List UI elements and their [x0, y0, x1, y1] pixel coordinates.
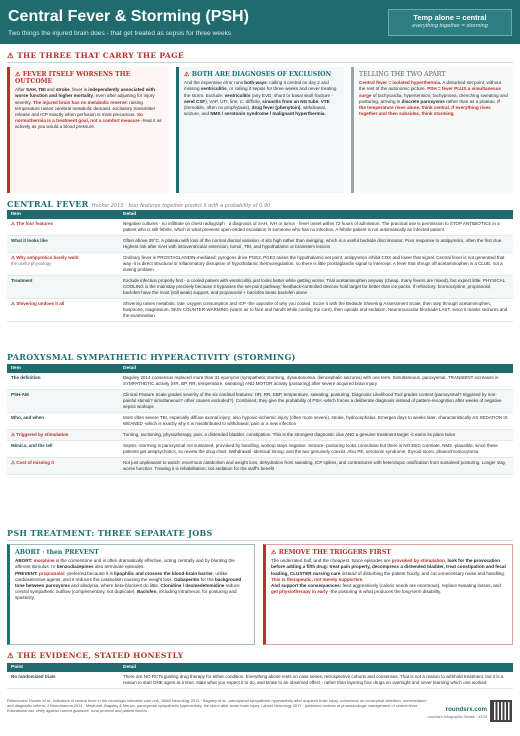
brand-url[interactable]: roundsrx.com — [445, 706, 487, 713]
table-evidence — [7, 663, 513, 689]
section-title: THE EVIDENCE, STATED HONESTLY — [17, 651, 184, 660]
table-row — [7, 219, 513, 235]
section-title: PAROXYSMAL SYMPATHETIC HYPERACTIVITY (STORMING) — [7, 352, 296, 362]
divider — [7, 62, 513, 63]
table-row — [7, 429, 513, 440]
card-body: After SAH, TBI and stroke, fever is independently associated with worse function and higher mortality, even after adjusting for injury severity. The injured brain has no metabolic reserve: raising temperature raises cerebral metabolic demand, excitatory transmitter release and ICP exactly when perfusion is most precarious. So normothermia is a treatment goal, not a comfort measure -treat it as actively as you would a blood pressure. — [15, 87, 162, 130]
warning-icon: ⚠ — [15, 71, 21, 78]
table-row — [7, 275, 513, 298]
row-label: Mimics, and the tell — [7, 440, 119, 457]
section-title: PSH TREATMENT: THREE SEPARATE JOBS — [7, 528, 213, 538]
qr-code-icon — [490, 700, 512, 722]
section-heading-treatment — [7, 528, 213, 539]
column-header: Detail — [119, 364, 513, 373]
card-body: And the expensive error runs both ways: calling it central on day 2 and missing ventriculitis, or calling it sepsis for three weeks and never treating the storm. Exclude: ventriculitis (any EVD, shunt or basal skull fracture -send CSF), VAP, UTI, line, C. difficile, sinusitis from an NG tube; VTE (immobile, often no prophylaxis), drug fever (phenytoin), withdrawal, seizure, and NMS / serotonin syndrome / malignant hyperthermia. — [184, 80, 337, 117]
row-detail: Negative cultures · no infiltrate on chest radiograph · a diagnosis of SAH, IVH or tumor · fever onset within 72 hours of admission. The practical use is permission to STOP ANTIBIOTICS in a patient who is still febrile, which is what prevents open-ended escalation in someone who has no infection. A febrile patient is not automatically an infected patient — [119, 219, 513, 235]
row-detail: There are NO RCTs guiding drug therapy for either condition. Everything above rests on case series, retrospective cohorts and consensus. That is not a reason to withhold treatment, but it is a reason to start ONE agent at a time, state what you expect it to do, and titrate to an observed effect - rather than layering four drugs on overnight and never learning which one worked — [119, 672, 513, 688]
card-telling-apart — [351, 67, 513, 193]
table-row — [7, 298, 513, 321]
table-psh — [7, 364, 513, 475]
row-detail: Ordinary fever is PROSTAGLANDIN-mediated: pyrogens drive PGE2, PGE2 raises the hypothalamic set point, antipyretics inhibit COX and lower that signal. Central fever is not generated that way -it is direct structural or inflammatory disruption of hypothalamic thermoregulation, so there is little prostaglandin signal to intercept. A fever that shrugs off acetaminophen is a CLUE, not a dosing problem — [119, 253, 513, 276]
divider — [7, 540, 513, 541]
column-header: Detail — [119, 210, 513, 219]
row-detail: Sepsis -storming is paroxysmal not sustained, provoked by handling, workup stays negative. Seizure -posturing looks convulsive but there is NO EEG correlate. NMS -plausible, since these patients get antipsychotics, so review the drug chart. Withdrawal -identical timing, and the two genuinely coexist. Also PE, serotonin syndrome, thyroid storm, phaeochromocytoma — [119, 440, 513, 457]
column-header: Item — [7, 210, 119, 219]
section-heading-psh — [7, 352, 296, 363]
table-row — [7, 236, 513, 253]
table-central-fever — [7, 210, 513, 322]
references — [7, 698, 427, 713]
row-label: What it looks like — [7, 236, 119, 253]
row-label: ⚠ Cost of missing it — [7, 457, 119, 474]
summary-box-line1: Temp alone = central — [413, 13, 487, 22]
card-fever-worsens — [7, 67, 169, 193]
table-row — [7, 457, 513, 474]
row-label: No randomized trials — [7, 672, 119, 688]
section-heading-central-fever — [7, 199, 270, 210]
row-detail: Baguley 2014 consensus replaced more than 31 eponyms (sympathetic storming, dysautonomia, diencephalic seizures) with one term. Simultaneous, paroxysmal, TRANSIENT increases in SYMPATHETIC activity (HR, BP, RR, temperature, sweating) AND MOTOR activity (posturing) after severe acquired brain injury — [119, 373, 513, 389]
row-detail: Clinical Feature Scale grades severity of the six cardinal features: HR, RR, SBP, temperature, sweating, posturing. Diagnosis Likelihood Tool grades context (paroxysmal? triggered by non-painful stimuli? simultaneous? other causes excluded?). Combined, they give the probability of PSH -which forces a deliberate diagnosis instead of pattern-recognition after weeks of negative sepsis workups — [119, 390, 513, 413]
summary-box — [388, 9, 512, 36]
card-body: Central fever = isolated hyperthermia. A disturbed set point, without the rest of the autonomic picture. PSH = fever PLUS a simultaneous surge of tachycardia, hypertension, tachypnoea, drenching sweating and posturing, arriving in discrete paroxysms rather than as a plateau. If the temperature rises alone, think central. If everything rises together and then subsides, think storming. — [359, 80, 508, 117]
page-header — [0, 0, 520, 44]
card-title: ⚠ BOTH ARE DIAGNOSES OF EXCLUSION — [184, 71, 332, 78]
table-row — [7, 373, 513, 389]
table-row — [7, 440, 513, 457]
table-row — [7, 253, 513, 276]
row-detail: Shivering raises metabolic rate, oxygen consumption and ICP -the opposite of why you cooled. Score it with the Bedside Shivering Assessment Scale, then step through acetaminophen, buspirone, magnesium, SKIN COUNTER-WARMING (warm air to face and hands while cooling the core), then opioids and sedation. Neuromuscular blockade LAST, since it masks seizures and the examination — [119, 298, 513, 321]
column-header: Point — [7, 663, 119, 672]
section-title: THE THREE THAT CARRY THE PAGE — [17, 51, 184, 60]
card-remove-triggers — [263, 544, 513, 645]
card-title: ⚠ FEVER ITSELF WORSENS THE OUTCOME — [15, 71, 131, 86]
warning-icon: ⚠ — [184, 71, 190, 78]
card-title: TELLING THE TWO APART — [359, 71, 446, 78]
table-row — [7, 672, 513, 688]
section-heading-three — [7, 51, 184, 61]
brand — [428, 706, 487, 720]
section-note: Hocker 2013 · four features together predict it with a probability of 0.90 — [91, 203, 271, 209]
references-text: References: Hocker et al., indicators of central fever in the neurologic intensive care unit, JAMA Neurology 2013 · Baguley et al., paroxysmal sympathetic hyperactivity after acquired brain injury: consensus on conceptual definition, nomenclature and diagnostic criteria, J Neurotrauma 2014 · Meyfroidt, Baguley & Menon, paroxysmal sympathetic hyperactivity: the storm after acute brain injury, Lancet Neurology 2017 · published reviews of pharmacologic management of central fever. — [7, 698, 427, 709]
page-title: Central Fever & Storming (PSH) — [8, 8, 249, 25]
warning-icon: ⚠ — [271, 549, 277, 556]
row-label: Who, and when — [7, 413, 119, 430]
section-title: CENTRAL FEVER — [7, 199, 89, 209]
row-detail: Not just unpleasant to watch: enormous catabolism and weight loss, dehydration from sweating, ICP spikes, and contractures with heterotopic ossification from sustained posturing. Longer stay, worse function. Treating it is rehabilitation, not sedation for the staff's benefit — [119, 457, 513, 474]
row-label: Treatment — [7, 275, 119, 298]
card-title: ⚠ REMOVE THE TRIGGERS FIRST — [271, 549, 391, 556]
row-label: ⚠ The four features — [7, 219, 119, 235]
card-body: The underrated half, and the cheapest. Since episodes are provoked by stimulation, look for the provocation before adding a fifth drug: treat pain properly, decompress a distended bladder, treat constipation and fecal loading, CLUSTER nursing care instead of disturbing the patient hourly, and cut unnecessary noise and handling. This is therapeutic, not merely supportive. And support the consequences: feed aggressively (caloric needs are enormous), replace sweating losses, and get physiotherapy in early -the posturing is what produces the long-term disability. — [271, 558, 506, 595]
card-title: ABORT · then PREVENT — [15, 549, 99, 556]
card-diagnoses-of-exclusion — [176, 67, 344, 193]
row-label: The definition — [7, 373, 119, 389]
disclaimer: Educational aid; verify against current guidance, local protocol and patient factors. — [7, 708, 149, 714]
row-label: ⚠ Why antipyretics barely work the useful physiology — [7, 253, 119, 276]
column-header: Item — [7, 364, 119, 373]
row-detail: Often above 39°C. A plateau with loss of the normal diurnal variation -it sits high rather than swinging, which is a useful bedside discriminator. Poor response to antipyretics, often the first clue. Highest risk after SAH with intraventricular extension, tumor, TBI, and hypothalamic or brainstem lesions — [119, 236, 513, 253]
row-detail: Most often severe TBI, especially diffuse axonal injury; also hypoxic-ischemic injury (often more severe), stroke, hydrocephalus. Emerges days to weeks later, characteristically AS SEDATION IS WEANED -which is exactly why it is misattributed to withdrawal, pain or a new infection — [119, 413, 513, 430]
row-label: ⚠ Triggered by stimulation — [7, 429, 119, 440]
row-label: ⚠ Shivering undoes it all — [7, 298, 119, 321]
row-detail: Exclude infection properly first - a cooled patient with ventriculitis just looks better while getting worse. Trial acetaminophen anyway (cheap, many fevers are mixed), but expect little. PHYSICAL COOLING is the mainstay precisely because it bypasses the set-point pathway; feedback-controlled devices hold target far better than ice packs. If refractory: bromocriptine, propranolol, baclofen have the most (still weak) support, and propranolol + baclofen beats baclofen alone — [119, 275, 513, 298]
column-header: Detail — [119, 663, 513, 672]
card-abort-prevent — [7, 544, 255, 645]
page-subtitle: Two things the injured brain does - that get treated as sepsis for three weeks — [8, 30, 232, 37]
warning-icon: ⚠ — [7, 51, 15, 60]
row-label: PSH-AM — [7, 390, 119, 413]
table-row — [7, 413, 513, 430]
warning-icon: ⚠ — [7, 651, 15, 660]
table-row — [7, 390, 513, 413]
card-body: ABORT: morphine is the cornerstone and is often dramatically effective, acting centrally and by blunting the afferent stimulus. IV benzodiazepines also terminate episodes. PREVENT: propranolol -preferred because it is lipophilic and crosses the blood-brain barrier, unlike cardioselective agents, and it reduces the catabolism causing the weight loss. Gabapentin for the background tone between paroxysms and allodynia, where beta-blockers do little. Clonidine / dexmedetomidine reduce central sympathetic outflow (complementary, not duplicate). Baclofen, including intrathecal, for posturing and spasticity. — [15, 558, 242, 601]
summary-box-line2: everything together = storming — [412, 22, 488, 29]
section-heading-evidence — [7, 651, 183, 661]
series-label: roundsrx infographic Series · #124 — [427, 714, 487, 720]
row-detail: Turning, suctioning, physiotherapy, pain, a distended bladder, constipation. This is the strongest diagnostic clue AND a genuine treatment target -it earns its place twice — [119, 429, 513, 440]
